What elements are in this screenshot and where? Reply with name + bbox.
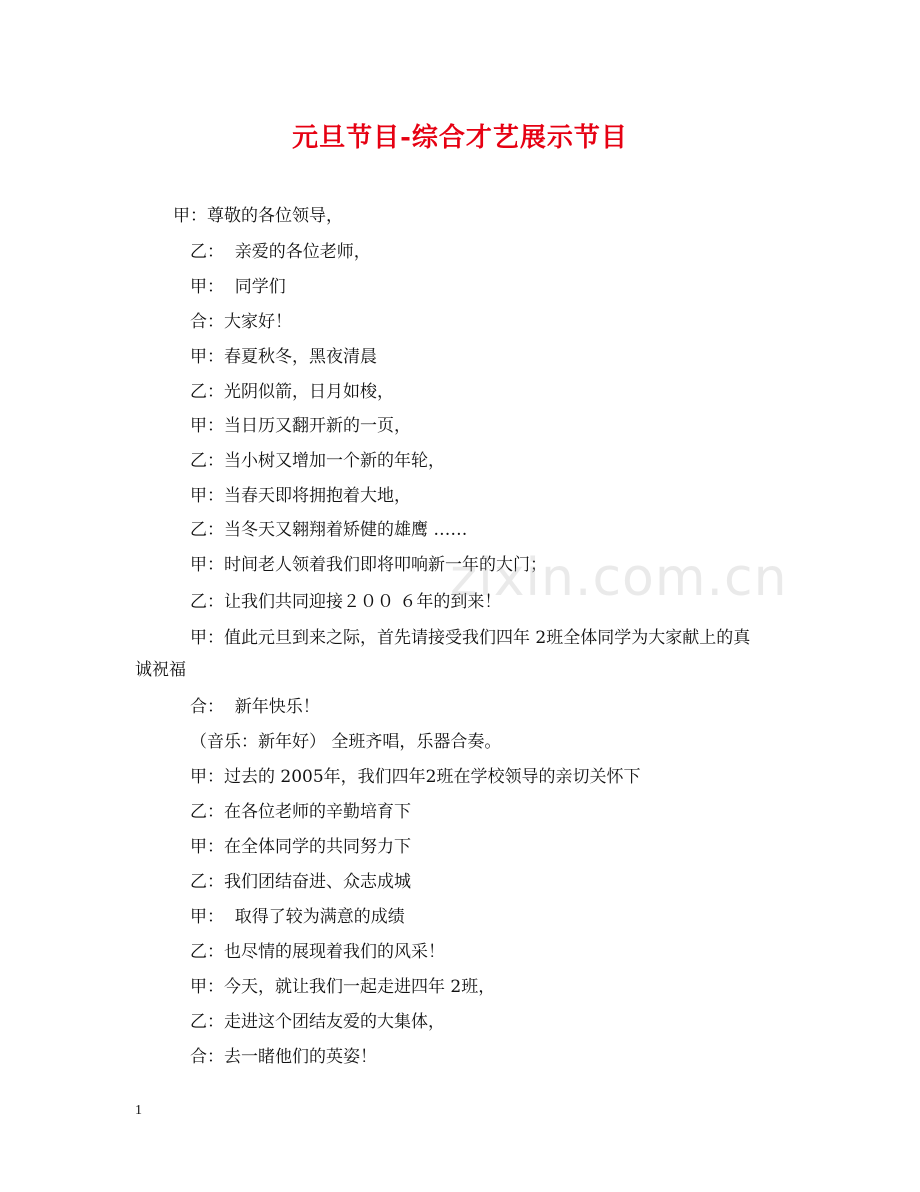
script-line: 乙：让我们共同迎接２００ ６年的到来！	[190, 592, 502, 612]
script-line: 甲： 取得了较为满意的成绩	[190, 907, 405, 927]
script-line: 乙：走进这个团结友爱的大集体，	[190, 1012, 445, 1032]
script-line: （音乐：新年好） 全班齐唱，乐器合奏。	[190, 732, 502, 752]
script-line: 乙：也尽情的展现着我们的风采！	[190, 942, 445, 962]
script-line: 合： 新年快乐！	[190, 697, 320, 717]
script-line: 甲：当日历又翻开新的一页，	[190, 416, 411, 436]
script-line: 甲：今天，就让我们一起走进四年 2班，	[190, 977, 496, 997]
script-line: 合：去一睹他们的英姿！	[190, 1047, 377, 1067]
script-line: 合：大家好！	[190, 312, 292, 332]
script-line: 甲：尊敬的各位领导，	[173, 206, 343, 226]
watermark: zixin.com.cn	[450, 548, 788, 608]
script-line: 甲：当春天即将拥抱着大地，	[190, 486, 411, 506]
script-line: 甲：时间老人领着我们即将叩响新一年的大门；	[190, 555, 547, 575]
page-number: 1	[135, 1103, 142, 1118]
script-line: 甲：过去的 2005年，我们四年2班在学校领导的亲切关怀下	[190, 767, 641, 787]
script-line: 甲：春夏秋冬，黑夜清晨	[190, 347, 377, 367]
script-line: 甲：在全体同学的共同努力下	[190, 837, 411, 857]
script-line: 乙：在各位老师的辛勤培育下	[190, 802, 411, 822]
script-line: 乙：我们团结奋进、众志成城	[190, 872, 411, 892]
script-line: 甲：值此元旦到来之际，首先请接受我们四年 2班全体同学为大家献上的真	[190, 628, 751, 648]
script-line: 乙：光阴似箭，日月如梭，	[190, 382, 394, 402]
script-line: 甲： 同学们	[190, 277, 286, 297]
script-line: 诚祝福	[135, 660, 186, 680]
document-title: 元旦节目-综合才艺展示节目	[292, 123, 628, 153]
script-line: 乙：当小树又增加一个新的年轮，	[190, 451, 445, 471]
script-line: 乙： 亲爱的各位老师，	[190, 242, 371, 262]
script-line: 乙：当冬天又翱翔着矫健的雄鹰 ……	[190, 520, 468, 540]
